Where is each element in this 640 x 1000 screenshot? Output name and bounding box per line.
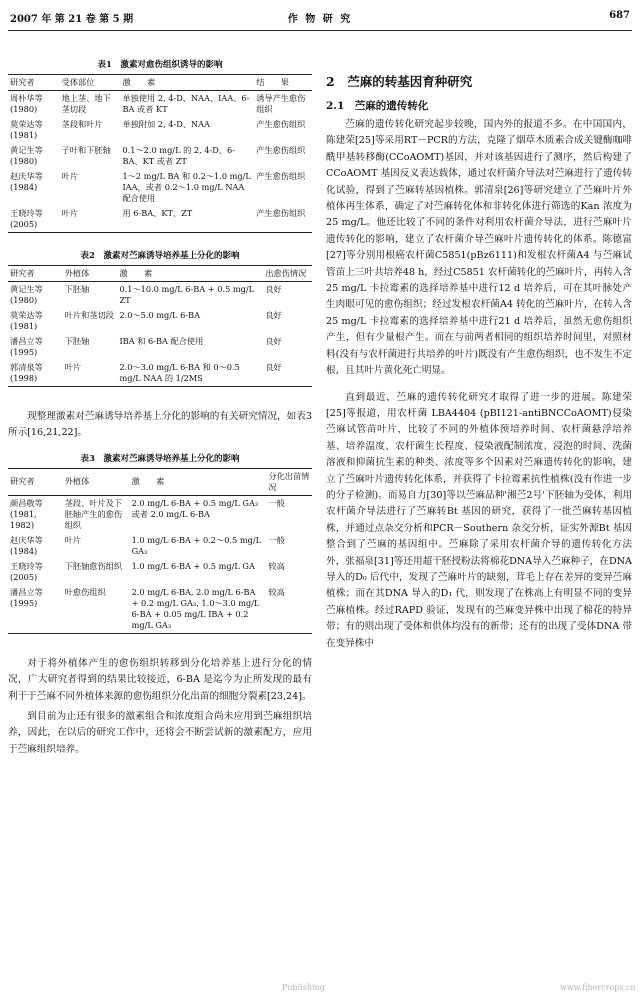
table2-cell: 0.1～10.0 mg/L 6-BA + 0.5 mg/L ZT bbox=[119, 284, 255, 305]
table2-row bbox=[8, 360, 312, 387]
table2-cell: IBA 和 6-BA 配合使用 bbox=[119, 336, 204, 346]
table1-cell: 产生愈伤组织 bbox=[256, 145, 306, 155]
table3-header-cell: 分化出苗情况 bbox=[266, 468, 312, 495]
table1-header-row bbox=[8, 75, 312, 91]
table2-header-cell: 激 素 bbox=[117, 266, 263, 282]
table1-cell: 单独使用 2, 4-D、NAA、IAA、6-BA 或者 KT bbox=[122, 93, 250, 114]
table1-cell: 诱导产生愈伤组织 bbox=[256, 93, 306, 114]
table1-cell: 单独附加 2, 4-D、NAA bbox=[122, 119, 210, 129]
table1-cell: 地上茎、地下茎切段 bbox=[61, 93, 111, 114]
table3-cell: 1.0 mg/L 6-BA + 0.5 mg/L GA bbox=[131, 560, 255, 571]
table2-header-cell: 出愈伤情况 bbox=[263, 266, 312, 282]
table1-cell: 赵庆华等 (1984) bbox=[10, 171, 43, 192]
table2-header-row bbox=[8, 266, 312, 282]
table1-cell: 王晓玲等 (2005) bbox=[8, 206, 60, 233]
table1-row bbox=[8, 91, 312, 118]
table2-cell: 黄记生等 (1980) bbox=[10, 284, 43, 305]
table1-header-cell: 激 素 bbox=[120, 75, 254, 91]
table1-row bbox=[8, 117, 312, 143]
table3-cell: 叶片 bbox=[64, 534, 82, 545]
table2-cell: 莫荣达等 (1981) bbox=[10, 310, 43, 331]
table1-cell: 叶片 bbox=[60, 206, 121, 233]
table3-header-row bbox=[8, 468, 312, 495]
left-paragraph-2: 对于将外植体产生的愈伤组织转移到分化培养基上进行分化的情况，广大研究者得到的结果比较接近，6-BA 是迄今为止所发现的最有利于于苎麻不同外植体来源的愈伤组织分化出苗的细胞分裂素[23,24]。 bbox=[8, 657, 312, 702]
table3-cell: 较高 bbox=[266, 585, 312, 634]
table3-header-cell: 研究者 bbox=[8, 468, 63, 495]
table2-cell: 下胚轴 bbox=[64, 284, 90, 294]
table3-cell: 潘昌立等 (1995) bbox=[8, 585, 63, 634]
table2 bbox=[8, 265, 312, 387]
table3-cell: 一般 bbox=[268, 534, 285, 545]
table3-cell: 叶愈伤组织 bbox=[63, 585, 130, 634]
table1-header-cell: 受体部位 bbox=[60, 75, 121, 91]
table1-header-cell: 研究者 bbox=[8, 75, 60, 91]
table3-cell: 王晓玲等 (2005) bbox=[10, 560, 43, 582]
table1-cell: 黄记生等 (1980) bbox=[10, 145, 43, 166]
table3-header-cell: 激 素 bbox=[130, 468, 267, 495]
table3-cell: 颜昌敬等 (1981, 1982) bbox=[10, 497, 43, 530]
table2-row bbox=[8, 282, 312, 309]
table2-cell: 下胚轴 bbox=[64, 336, 90, 346]
table1-row bbox=[8, 206, 312, 233]
table2-cell: 叶片和茎切段 bbox=[64, 310, 114, 320]
table1-cell: 产生愈伤组织 bbox=[256, 171, 306, 181]
table2-cell: 潘昌立等 (1995) bbox=[10, 336, 43, 357]
table3-row bbox=[8, 495, 312, 533]
table1-row bbox=[8, 169, 312, 206]
table1-cell: 子叶和下胚轴 bbox=[61, 145, 111, 155]
footer-watermark-right: www.fibercrops.cn bbox=[560, 983, 636, 992]
table2-row bbox=[8, 308, 312, 334]
right-paragraph-2: 直到最近，苎麻的遗传转化研究才取得了进一步的进展。陈建荣[25]等报道，用农杆菌 LBA4404 (pBI121-antiBNCCoAOMT)侵染苎麻试管苗叶片，比较了不同的外植体预培养时间、农杆菌悬浮培养基、培养温度、农杆菌生长程度、侵染液配制浓度、浸泡的时间、洗菌溶液和抑菌抗生素的种类、浓度等多个因素对苎麻遗传转化的影响，建立了苎麻叶片遗传转化体系，并获得了卡拉霉素抗性植株(没有作进一步的分子检测)。而易自力[30]等以苎麻品种'湘苎2号'下胚轴为受体，利用农杆菌介导法进行了苎麻转Bt 基因的研究，获得了一批苎麻转基因植株，并通过点杂交分析和PCR－Southern 杂交分析，证实外源Bt 基因整合到了苎麻的基因组中。苎麻除了采用农杆菌介导的遗传转化方法外，张福泉[31]等还用超干胚授粉法将棉花DNA导入苎麻种子，在DNA 导入的D₀ 后代中，发现了苎麻叶片的缺刻，茸毛上存在差异的变异苎麻植株；而在其DNA 导入的D₁ 代，则发现了在株高上有明显不同的变异苎麻植株。经过RAPD 验证，发现有的苎麻变异株中出现了棉花的特异带；有的则出现了受体和供体均没有的新带；还有的出现了受体DNA 带在变异株中 bbox=[326, 391, 632, 649]
table1 bbox=[8, 74, 312, 233]
journal-issue: 2007 年 第 21 卷 第 5 期 bbox=[10, 14, 134, 25]
subsection-title: 2.1 苎麻的遗传转化 bbox=[326, 100, 429, 112]
table1-cell: 1～2 mg/L BA 和 0.2～1.0 mg/L IAA，或者 0.2～1.0 mg/L NAA 配合使用 bbox=[122, 171, 251, 203]
table3-cell: 较高 bbox=[268, 560, 285, 571]
table2-cell: 郭清泉等 (1998) bbox=[8, 360, 63, 387]
table2-cell: 2.0～3.0 mg/L 6-BA 和 0～0.5 mg/L NAA 的 1/2MS bbox=[117, 360, 263, 387]
table3-caption: 表3 激素对苎麻诱导培养基上分化的影响 bbox=[80, 453, 240, 464]
left-paragraph-3: 到目前为止还有很多的激素组合和浓度组合尚未应用到苎麻组织培养，因此，在以后的研究工作中，还将会不断尝试新的激素配方，应用于苎麻组织培养。 bbox=[8, 711, 312, 755]
table2-cell: 良好 bbox=[265, 336, 282, 346]
table2-header-cell: 研究者 bbox=[8, 266, 63, 282]
table2-header-cell: 外植体 bbox=[63, 266, 118, 282]
table2-cell: 良好 bbox=[265, 284, 282, 294]
table1-cell: 周朴华等 (1980) bbox=[10, 93, 43, 114]
left-column bbox=[8, 52, 312, 758]
right-column bbox=[326, 52, 632, 652]
table2-caption: 表2 激素对苎麻诱导培养基上分化的影响 bbox=[80, 251, 240, 261]
table3-cell: 2.0 mg/L 6-BA, 2.0 mg/L 6-BA + 0.2 mg/L GA₃, 1.0～3.0 mg/L 6-BA + 0.05 mg/L IBA + 0.2 mg/L GA₃ bbox=[130, 585, 267, 634]
table3-cell: 茎段、叶片及下胚轴产生的愈伤组织 bbox=[64, 497, 123, 530]
table1-cell: 0.1～2.0 mg/L 的 2, 4-D、6-BA、KT 或者 ZT bbox=[122, 145, 236, 166]
table2-cell: 良好 bbox=[263, 360, 312, 387]
journal-title: 作 物 研 究 bbox=[287, 14, 353, 25]
table1-header-cell: 结 果 bbox=[254, 75, 312, 91]
table3 bbox=[8, 468, 312, 634]
table1-cell: 产生愈伤组织 bbox=[256, 119, 306, 129]
table2-cell: 良好 bbox=[265, 310, 282, 320]
footer-watermark-left: Publishing bbox=[282, 983, 325, 992]
table2-cell: 2.0～5.0 mg/L 6-BA bbox=[119, 310, 200, 320]
table3-row bbox=[8, 559, 312, 585]
table3-cell: 一般 bbox=[268, 497, 285, 508]
header-rule bbox=[8, 30, 632, 31]
table3-row bbox=[8, 533, 312, 559]
table3-row bbox=[8, 585, 312, 634]
table1-cell: 用 6-BA、KT、ZT bbox=[120, 206, 254, 233]
running-header bbox=[0, 10, 640, 30]
table1-caption: 表1 激素对愈伤组织诱导的影响 bbox=[97, 60, 223, 70]
table2-row bbox=[8, 334, 312, 360]
left-paragraph-1: 现整理激素对苎麻诱导培养基上分化的影响的有关研究情况，如表3 所示[16,21,22]。 bbox=[8, 411, 312, 439]
table1-cell: 产生愈伤组织 bbox=[254, 206, 312, 233]
table3-cell: 2.0 mg/L 6-BA + 0.5 mg/L GA₃ 或者 2.0 mg/L 6-BA bbox=[131, 497, 259, 519]
table1-row bbox=[8, 143, 312, 169]
table3-cell: 赵庆华等 (1984) bbox=[10, 534, 43, 556]
table1-cell: 茎段和叶片 bbox=[61, 119, 103, 129]
table3-cell: 1.0 mg/L 6-BA + 0.2～0.5 mg/L GA₃ bbox=[131, 534, 262, 556]
table1-cell: 莫荣达等 (1981) bbox=[10, 119, 43, 140]
table2-cell: 叶片 bbox=[63, 360, 118, 387]
table1-cell: 叶片 bbox=[61, 171, 79, 181]
section-title: 2 苎麻的转基因育种研究 bbox=[326, 74, 473, 89]
table3-header-cell: 外植体 bbox=[63, 468, 130, 495]
page-number: 687 bbox=[609, 10, 630, 21]
right-paragraph-1: 苎麻的遗传转化研究起步较晚，国内外的报道不多。在中国国内，陈建荣[25]等采用RT－PCR的方法，克隆了烟草木质素合成关键酶咖啡酰甲基转移酶(CCoAOMT)基因，并对该基因进行了测序，然后构建了CCoAOMT 基因反义表达载体，通过农杆菌介导法对苎麻进行了遗传转化试验，得到了苎麻转基因植株。郭清泉[26]等研究建立了苎麻叶片外植体再生体系，确定了对苎麻转化体和非转化体进行筛选的Kan 浓度为25 mg/L。他还比较了不同的条件对利用农杆菌介导法，进行苎麻叶片遗传转化的影响，建立了农杆菌介导苎麻叶片遗传转化的体系。陈德富[27]等分别用根癌农杆菌C5851(pBz6111)和发根农杆菌A4 与苎麻试管苗上三叶共培养48 h，经过C5851 农杆菌转化的苎麻叶片，再转入含25 mg/L 卡拉霉素的选择培养基中进行12 d 培养后，可在其叶脉处产生肉眼可见的愈伤组织；经过发根农杆菌A4 转化的苎麻叶片，在转入含25 mg/L 卡拉霉素的选择培养基中进行21 d 培养后，虽然无愈伤组织产生，但有少量根产生。而在与前两者相同的组织培养时间里，对照材料(没有与农杆菌进行共培养的叶片)既没有产生愈伤组织，也不发生不定根，且其叶片黄化死亡明显。 bbox=[326, 119, 632, 377]
table3-cell: 下胚轴愈伤组织 bbox=[64, 560, 123, 571]
